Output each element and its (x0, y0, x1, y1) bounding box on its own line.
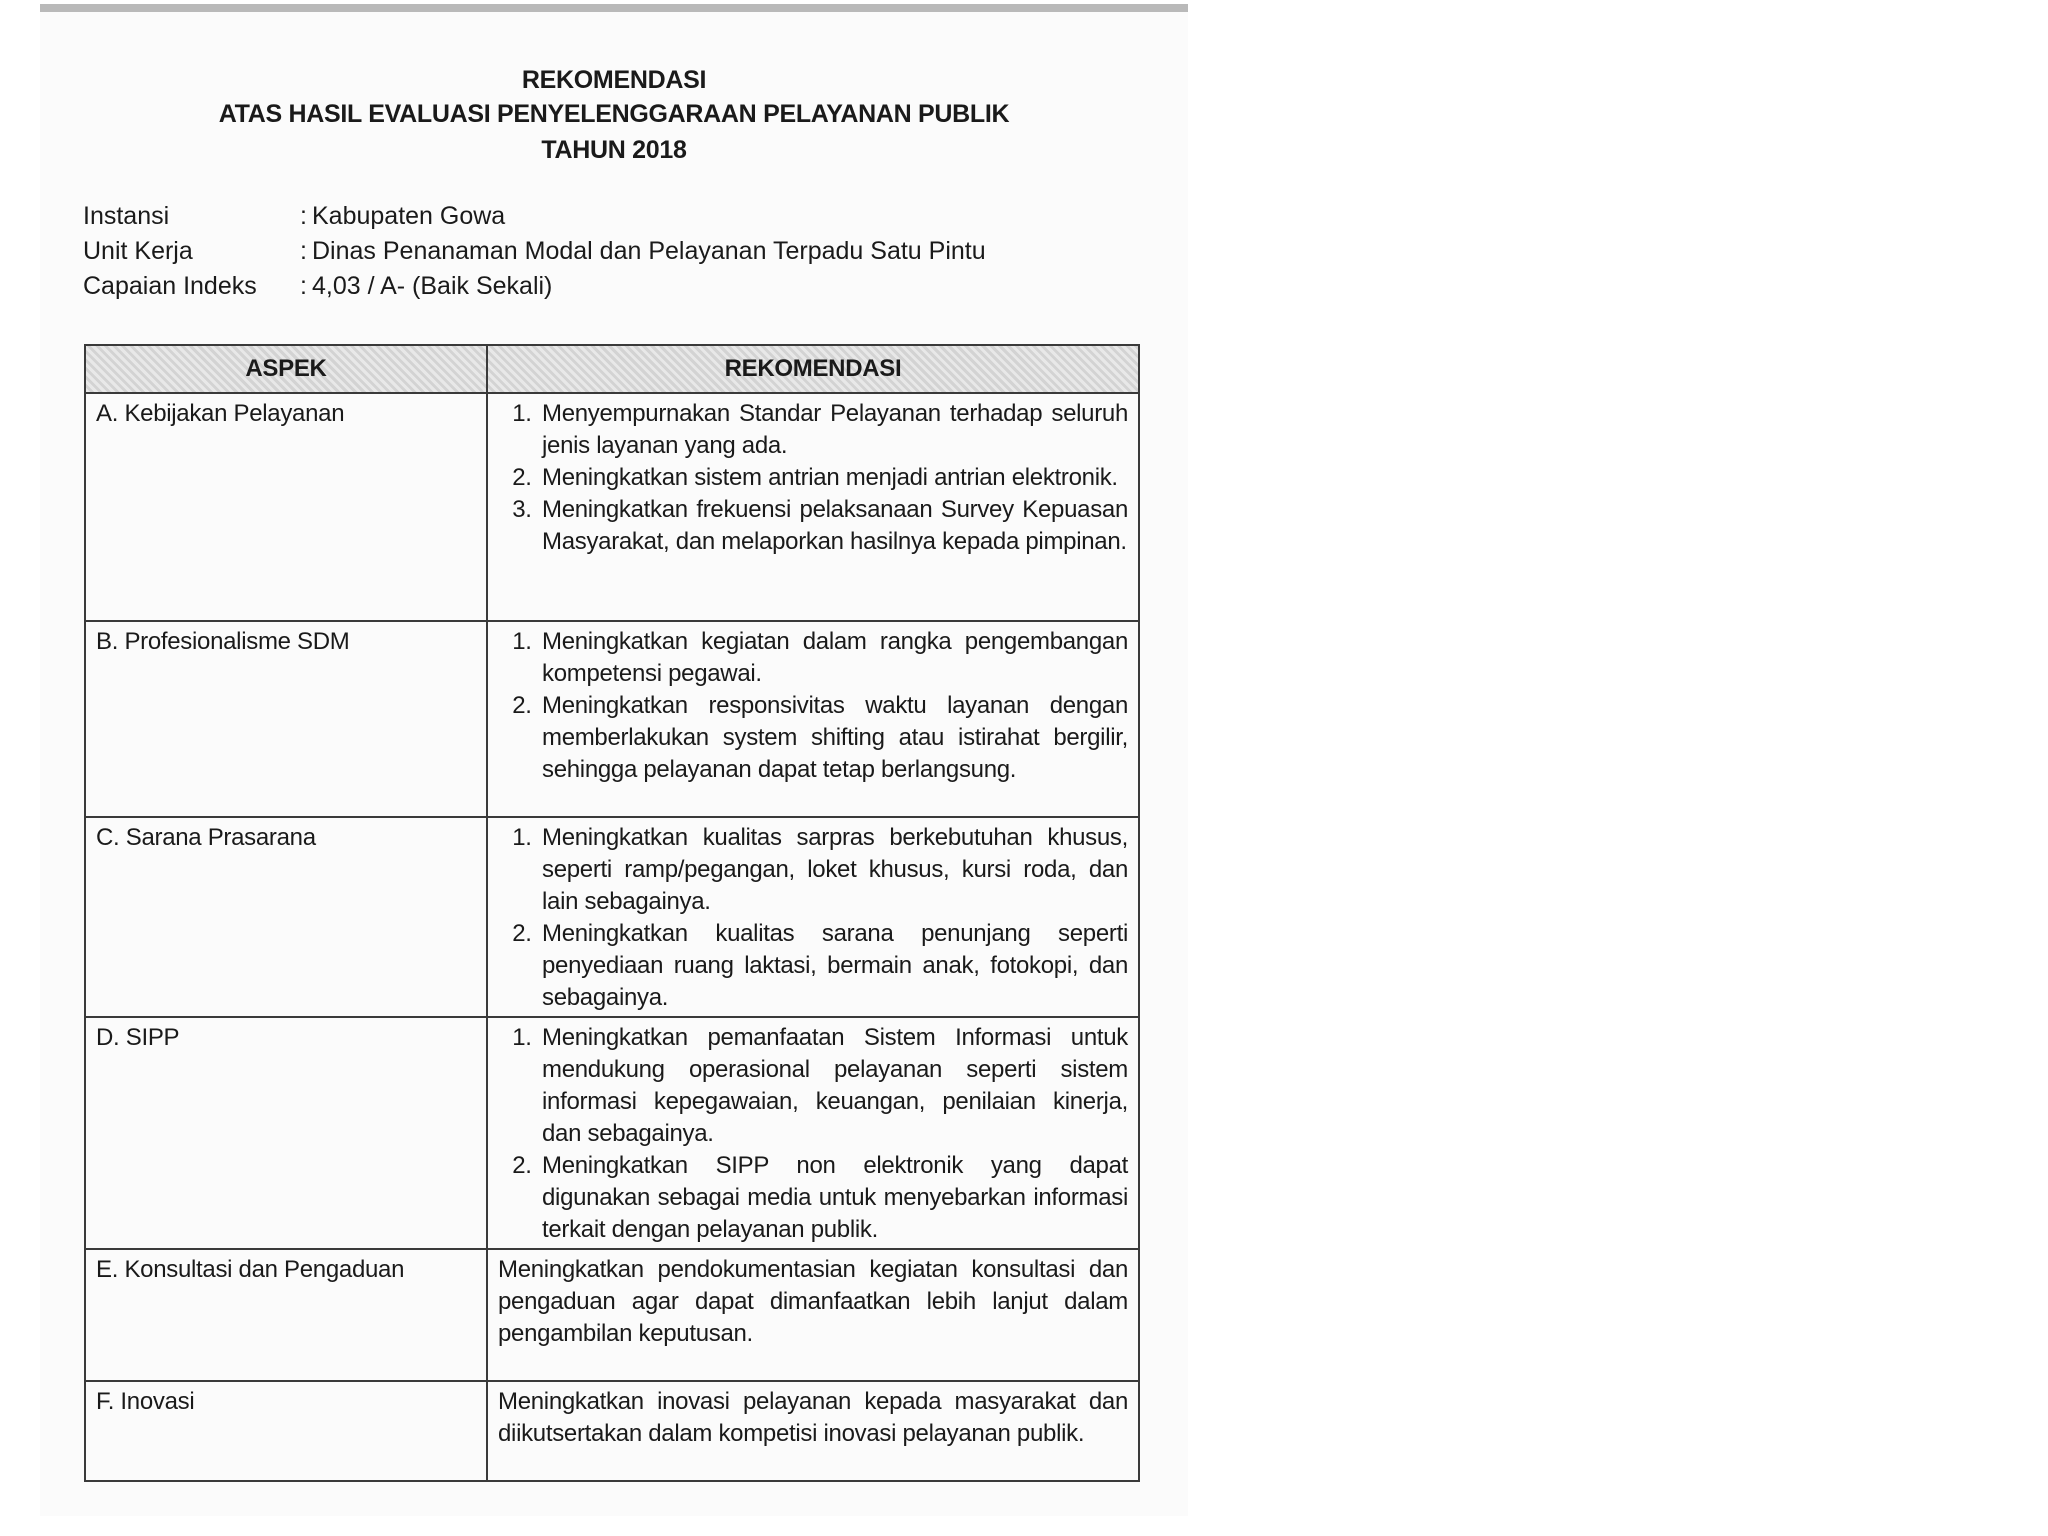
rekomendasi-cell (487, 1249, 1139, 1381)
recommendation-table (84, 344, 1140, 1482)
table-header-row (85, 345, 1139, 393)
aspek-cell: C. Sarana Prasarana (85, 817, 487, 1017)
list-item: 1. Meningkatkan kegiatan dalam rangka pengembangan kompetensi pegawai. (538, 626, 1128, 690)
document-page (40, 4, 1188, 1516)
table-row-konsultasi (85, 1249, 1139, 1381)
table-row-inovasi (85, 1381, 1139, 1481)
recommendation-text: Meningkatkan inovasi pelayanan kepada masyarakat dan diikutsertakan dalam kompetisi inovasi pelayanan publik. (498, 1388, 1128, 1447)
recommendation-list (498, 398, 1128, 558)
header-aspek: ASPEK (85, 345, 487, 393)
rekomendasi-cell (487, 1381, 1139, 1481)
table-row-kebijakan (85, 393, 1139, 621)
recommendation-list (498, 626, 1128, 786)
aspek-cell: D. SIPP (85, 1017, 487, 1249)
table-row-sipp (85, 1017, 1139, 1249)
meta-label: Unit Kerja (83, 237, 193, 265)
list-item: 3. Meningkatkan frekuensi pelaksanaan Survey Kepuasan Masyarakat, dan melaporkan hasilnya kepada pimpinan. (538, 494, 1128, 558)
list-item: 1. Meningkatkan pemanfaatan Sistem Informasi untuk mendukung operasional pelayanan seperti sistem informasi kepegawaian, keuangan, penilaian kinerja, dan sebagainya. (538, 1022, 1128, 1150)
recommendation-list (498, 1022, 1128, 1246)
table-row-sarana (85, 817, 1139, 1017)
meta-value: Kabupaten Gowa (312, 202, 506, 230)
list-item: 1. Menyempurnakan Standar Pelayanan terhadap seluruh jenis layanan yang ada. (538, 398, 1128, 462)
aspek-cell: A. Kebijakan Pelayanan (85, 393, 487, 621)
document-subtitle: ATAS HASIL EVALUASI PENYELENGGARAAN PELAYANAN PUBLIK (218, 100, 1010, 128)
meta-value: Dinas Penanaman Modal dan Pelayanan Terpadu Satu Pintu (312, 237, 986, 265)
list-item: 2. Meningkatkan kualitas sarana penunjang seperti penyediaan ruang laktasi, bermain anak, fotokopi, dan sebagainya. (538, 918, 1128, 1014)
meta-value: 4,03 / A- (Baik Sekali) (312, 272, 553, 300)
document-title: REKOMENDASI (521, 66, 707, 94)
meta-label: Instansi (83, 202, 170, 230)
list-item: 1. Meningkatkan kualitas sarpras berkebutuhan khusus, seperti ramp/pegangan, loket khusus, kursi roda, dan lain sebagainya. (538, 822, 1128, 918)
list-item: 2. Meningkatkan SIPP non elektronik yang dapat digunakan sebagai media untuk menyebarkan informasi terkait dengan pelayanan publik. (538, 1150, 1128, 1246)
document-year: TAHUN 2018 (541, 136, 687, 164)
rekomendasi-cell (487, 1017, 1139, 1249)
table-row-profesionalisme (85, 621, 1139, 817)
recommendation-list (498, 822, 1128, 1014)
list-item: 2. Meningkatkan sistem antrian menjadi antrian elektronik. (538, 462, 1128, 494)
list-item: 2. Meningkatkan responsivitas waktu layanan dengan memberlakukan system shifting atau istirahat bergilir, sehingga pelayanan dapat tetap berlangsung. (538, 690, 1128, 786)
meta-colon: : (300, 272, 307, 300)
rekomendasi-cell (487, 817, 1139, 1017)
aspek-cell: E. Konsultasi dan Pengaduan (85, 1249, 487, 1381)
meta-colon: : (300, 237, 307, 265)
recommendation-text: Meningkatkan pendokumentasian kegiatan konsultasi dan pengaduan agar dapat dimanfaatkan lebih lanjut dalam pengambilan keputusan. (498, 1256, 1128, 1347)
meta-colon: : (300, 202, 307, 230)
meta-label: Capaian Indeks (83, 272, 257, 300)
aspek-cell: B. Profesionalisme SDM (85, 621, 487, 817)
aspek-cell: F. Inovasi (85, 1381, 487, 1481)
rekomendasi-cell (487, 393, 1139, 621)
header-rekomendasi: REKOMENDASI (487, 345, 1139, 393)
rekomendasi-cell (487, 621, 1139, 817)
